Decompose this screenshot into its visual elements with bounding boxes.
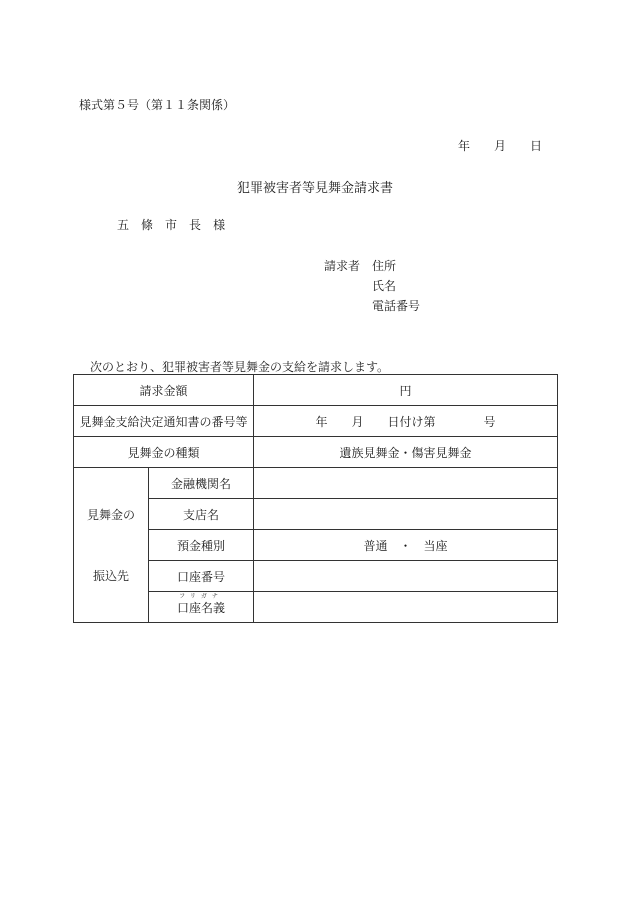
claimant-phone-label: 電話番号 (372, 299, 421, 313)
account-name-value (254, 592, 558, 623)
claimant-label: 請求者 (324, 259, 361, 273)
table-row (74, 437, 558, 468)
account-name-ruby-wrap (177, 592, 226, 616)
account-name-ruby: フリガナ (179, 592, 223, 600)
account-name-cell (149, 592, 254, 623)
form-number: 様式第５号（第１１条関係） (79, 98, 236, 112)
deposit-type-value: 普通 ・ 当座 (254, 530, 558, 561)
transfer-label-2: 振込先 (92, 569, 129, 583)
notice-month: 月 (351, 414, 364, 429)
date-month: 月 (494, 139, 507, 153)
notice-year: 年 (315, 414, 328, 429)
addressee-char: 様 (213, 218, 226, 232)
notice-number-suffix: 号 (483, 414, 496, 429)
table-row (74, 468, 558, 499)
notice-value (254, 406, 558, 437)
date-day: 日 (530, 139, 543, 153)
account-number-label: 口座番号 (149, 561, 254, 592)
addressee-char: 長 (189, 218, 202, 232)
amount-label: 請求金額 (74, 375, 254, 406)
account-name-label: 口座名義 (177, 600, 226, 615)
notice-date-suffix: 日付け第 (387, 414, 436, 429)
claim-form-table (73, 374, 558, 623)
branch-label: 支店名 (149, 499, 254, 530)
intro-text: 次のとおり、犯罪被害者等見舞金の支給を請求します。 (90, 360, 390, 374)
transfer-label-cell (74, 468, 149, 623)
branch-value (254, 499, 558, 530)
claimant-address-label: 住所 (372, 259, 397, 273)
type-value: 遺族見舞金・傷害見舞金 (254, 437, 558, 468)
date-year: 年 (458, 139, 471, 153)
addressee-char: 條 (141, 218, 154, 232)
amount-value: 円 (254, 375, 558, 406)
date-line (458, 137, 542, 154)
claimant-name-label: 氏名 (372, 279, 397, 293)
notice-label: 見舞金支給決定通知書の番号等 (74, 406, 254, 437)
addressee-char: 市 (165, 218, 178, 232)
table-row (74, 375, 558, 406)
deposit-type-label: 預金種別 (149, 530, 254, 561)
account-number-value (254, 561, 558, 592)
bank-label: 金融機関名 (149, 468, 254, 499)
type-label: 見舞金の種類 (74, 437, 254, 468)
addressee (117, 216, 237, 233)
table-row (74, 406, 558, 437)
bank-value (254, 468, 558, 499)
addressee-char: 五 (117, 218, 130, 232)
transfer-label-1: 見舞金の (86, 508, 135, 522)
document-title: 犯罪被害者等見舞金請求書 (236, 181, 393, 196)
